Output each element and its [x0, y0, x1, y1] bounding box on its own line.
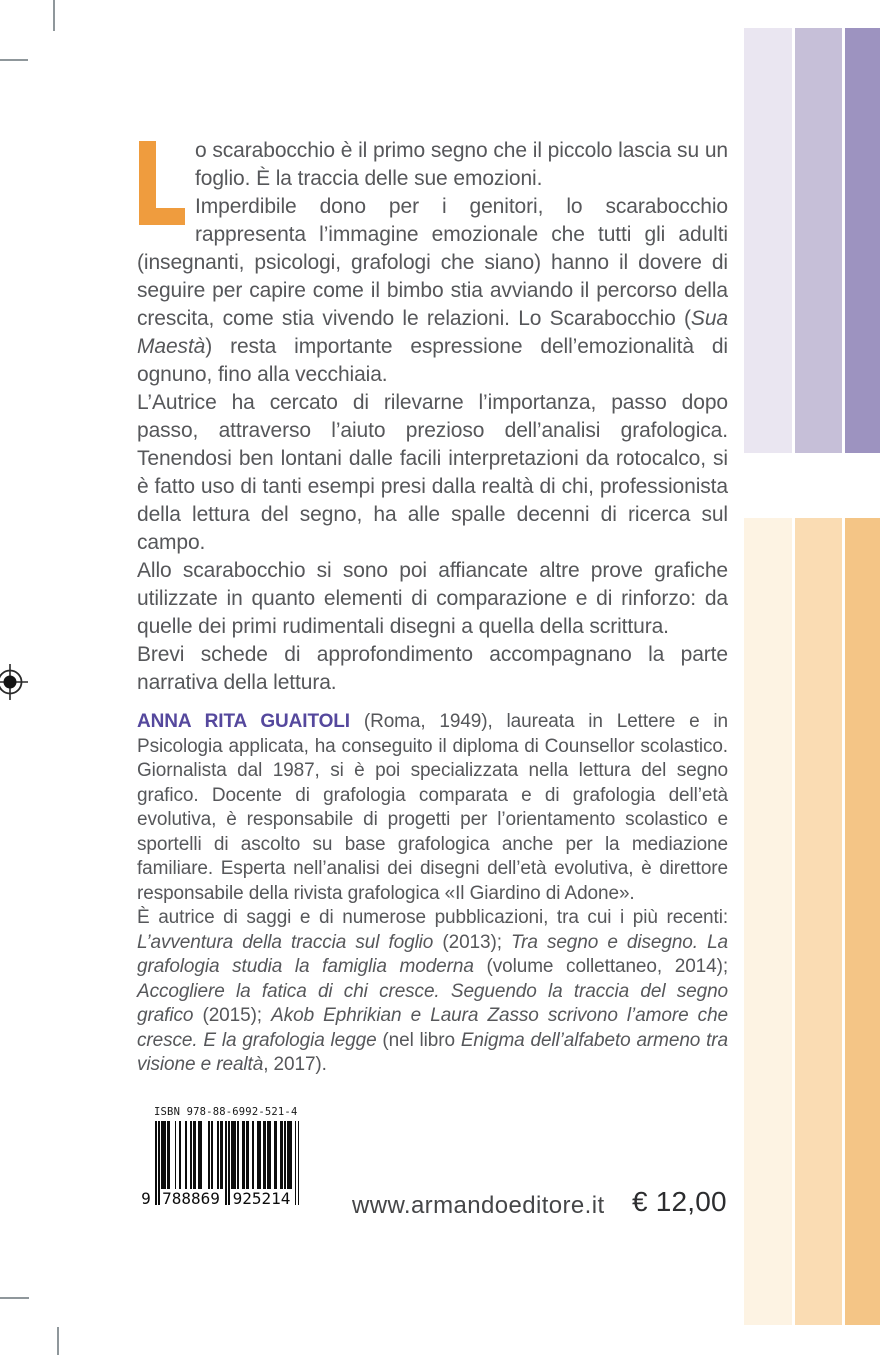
barcode-bar: [169, 1121, 171, 1189]
barcode-bar: [158, 1121, 160, 1205]
text-segment: , 2017).: [263, 1054, 327, 1075]
barcode-bar: [237, 1121, 239, 1189]
text-segment: Akob Ephrikian e Laura Zasso scrivono l’amore che cresce. E la grafologia legge: [137, 1005, 729, 1051]
barcode-isbn-label: ISBN 978-88-6992-521-4: [154, 1106, 298, 1118]
synopsis-paragraph-3: [137, 389, 728, 557]
barcode-bar: [264, 1121, 266, 1189]
barcode-bars: [141, 1121, 300, 1211]
barcode-bar: [243, 1121, 245, 1189]
barcode-left-digit: 9: [141, 1189, 151, 1208]
stripe-orange-light: [744, 518, 792, 1325]
text-segment: Sua Maestà: [137, 307, 728, 358]
text-segment: Brevi schede di approfondimento accompagnano la parte narrativa della lettura.: [137, 643, 728, 694]
barcode-bar: [222, 1121, 224, 1189]
barcode-bar: [260, 1121, 262, 1189]
barcode-bar: [234, 1121, 236, 1189]
synopsis-block: [137, 137, 728, 697]
registration-mark-icon: [0, 661, 32, 703]
barcode-bar: [185, 1121, 187, 1189]
barcode-bar: [281, 1121, 283, 1189]
text-segment: (2015);: [193, 1005, 272, 1026]
publisher-website: www.armandoeditore.it: [352, 1192, 605, 1219]
price-label: € 12,00: [632, 1186, 727, 1217]
publications-paragraph: [137, 906, 728, 1078]
synopsis-paragraph-1: [137, 137, 728, 193]
barcode-digits-right: 925214: [232, 1189, 291, 1208]
synopsis-paragraph-4: [137, 557, 728, 641]
barcode-digits-left: 788869: [162, 1189, 220, 1208]
text-segment: (nel libro: [376, 1029, 461, 1051]
barcode-bar: [252, 1121, 254, 1189]
crop-mark-top-horizontal: [0, 59, 28, 61]
text-segment: (volume collettaneo, 2014);: [473, 956, 728, 977]
barcode-block: [140, 1106, 310, 1211]
barcode-bar: [179, 1121, 181, 1189]
barcode-bar: [195, 1121, 197, 1189]
stripe-orange-mid: [795, 518, 842, 1325]
text-segment: Imperdibile dono per i genitori, lo scarabocchio rappresenta l’immagine emozionale che tutti gli adulti (insegnanti, psicologi, grafologi che siano) hanno il dovere di seguire per capire come il bimbo stia avviando il percorso della crescita, come stia vivendo le relazioni. Lo Scarabocchio (: [137, 195, 728, 330]
barcode-bar: [275, 1121, 277, 1189]
barcode-bar: [217, 1121, 219, 1189]
text-segment: Tra segno e disegno. La grafologia studia la famiglia moderna: [137, 931, 729, 977]
barcode-bar: [228, 1121, 230, 1205]
crop-mark-bottom-vertical: [57, 1327, 59, 1355]
author-bio-block: [137, 710, 728, 1078]
stripe-purple-mid: [795, 28, 842, 453]
synopsis-paragraph-2: [137, 193, 728, 389]
barcode-bar: [201, 1121, 203, 1189]
barcode-bar: [284, 1121, 286, 1189]
text-segment: L’Autrice ha cercato di rilevarne l’importanza, passo dopo passo, attraverso l’aiuto prezioso dell’analisi grafologica. Tenendosi ben lontani dalle facili interpretazioni da rotocalco, si è fatto uso di tanti esempi presi dalla realtà di chi, professionista della lettura del segno, ha alle spalle decenni di ricerca sul campo.: [137, 391, 728, 554]
crop-mark-bottom-horizontal: [0, 1297, 29, 1299]
text-segment: Accogliere la fatica di chi cresce. Seguendo la traccia del segno grafico: [137, 980, 728, 1026]
text-segment: o scarabocchio è il primo segno che il piccolo lascia su un foglio. È la traccia delle sue emozioni.: [195, 139, 728, 190]
text-segment: (Roma, 1949), laureata in Lettere e in Psicologia applicata, ha conseguito il diploma di Counsellor scolastico. Giornalista dal 1987, si è poi specializzata nella lettura del segno grafico. Docente di grafologia comparata e di grafologia dell’età evolutiva, è responsabile di progetti per l’orientamento scolastico e sportelli di ascolto su base grafologica anche per la mediazione familiare. Esperta nell’analisi dei disegni dell’età evolutiva, è direttore responsabile della rivista grafologica «Il Giardino di Adone».: [137, 711, 729, 904]
barcode-bar: [295, 1121, 297, 1205]
barcode-bar: [164, 1121, 166, 1189]
barcode-bar: [155, 1121, 157, 1205]
barcode-bar: [225, 1121, 227, 1205]
barcode-bar: [298, 1121, 300, 1205]
text-segment: L’avventura della traccia sul foglio: [137, 931, 434, 953]
stripe-purple-light: [744, 28, 792, 453]
barcode-bar: [248, 1121, 250, 1189]
stripe-orange-dark: [845, 518, 880, 1325]
crop-mark-top-vertical: [53, 0, 55, 31]
barcode-bar: [269, 1121, 271, 1189]
text-segment: Allo scarabocchio si sono poi affiancate altre prove grafiche utilizzate in quanto elementi di comparazione e di rinforzo: da quelle dei primi rudimentali disegni a quella della scrittura.: [137, 559, 728, 638]
stripe-purple-dark: [845, 28, 880, 453]
author-bio-paragraph: [137, 710, 728, 906]
text-segment: (2013);: [433, 931, 512, 953]
text-segment: È autrice di saggi e di numerose pubblicazioni, tra cui i più recenti:: [137, 907, 728, 928]
barcode-bar: [208, 1121, 210, 1189]
author-name: ANNA RITA GUAITOLI: [137, 711, 350, 732]
barcode-bar: [190, 1121, 192, 1189]
text-segment: Enigma dell’alfabeto armeno tra visione e realtà: [137, 1029, 728, 1075]
barcode-bar: [290, 1121, 292, 1189]
barcode-bar: [175, 1121, 177, 1189]
barcode-bar: [211, 1121, 213, 1189]
synopsis-paragraph-5: [137, 641, 728, 697]
text-segment: ) resta importante espressione dell’emozionalità di ognuno, fino alla vecchiaia.: [137, 335, 728, 386]
dropcap-letter: [139, 141, 185, 225]
